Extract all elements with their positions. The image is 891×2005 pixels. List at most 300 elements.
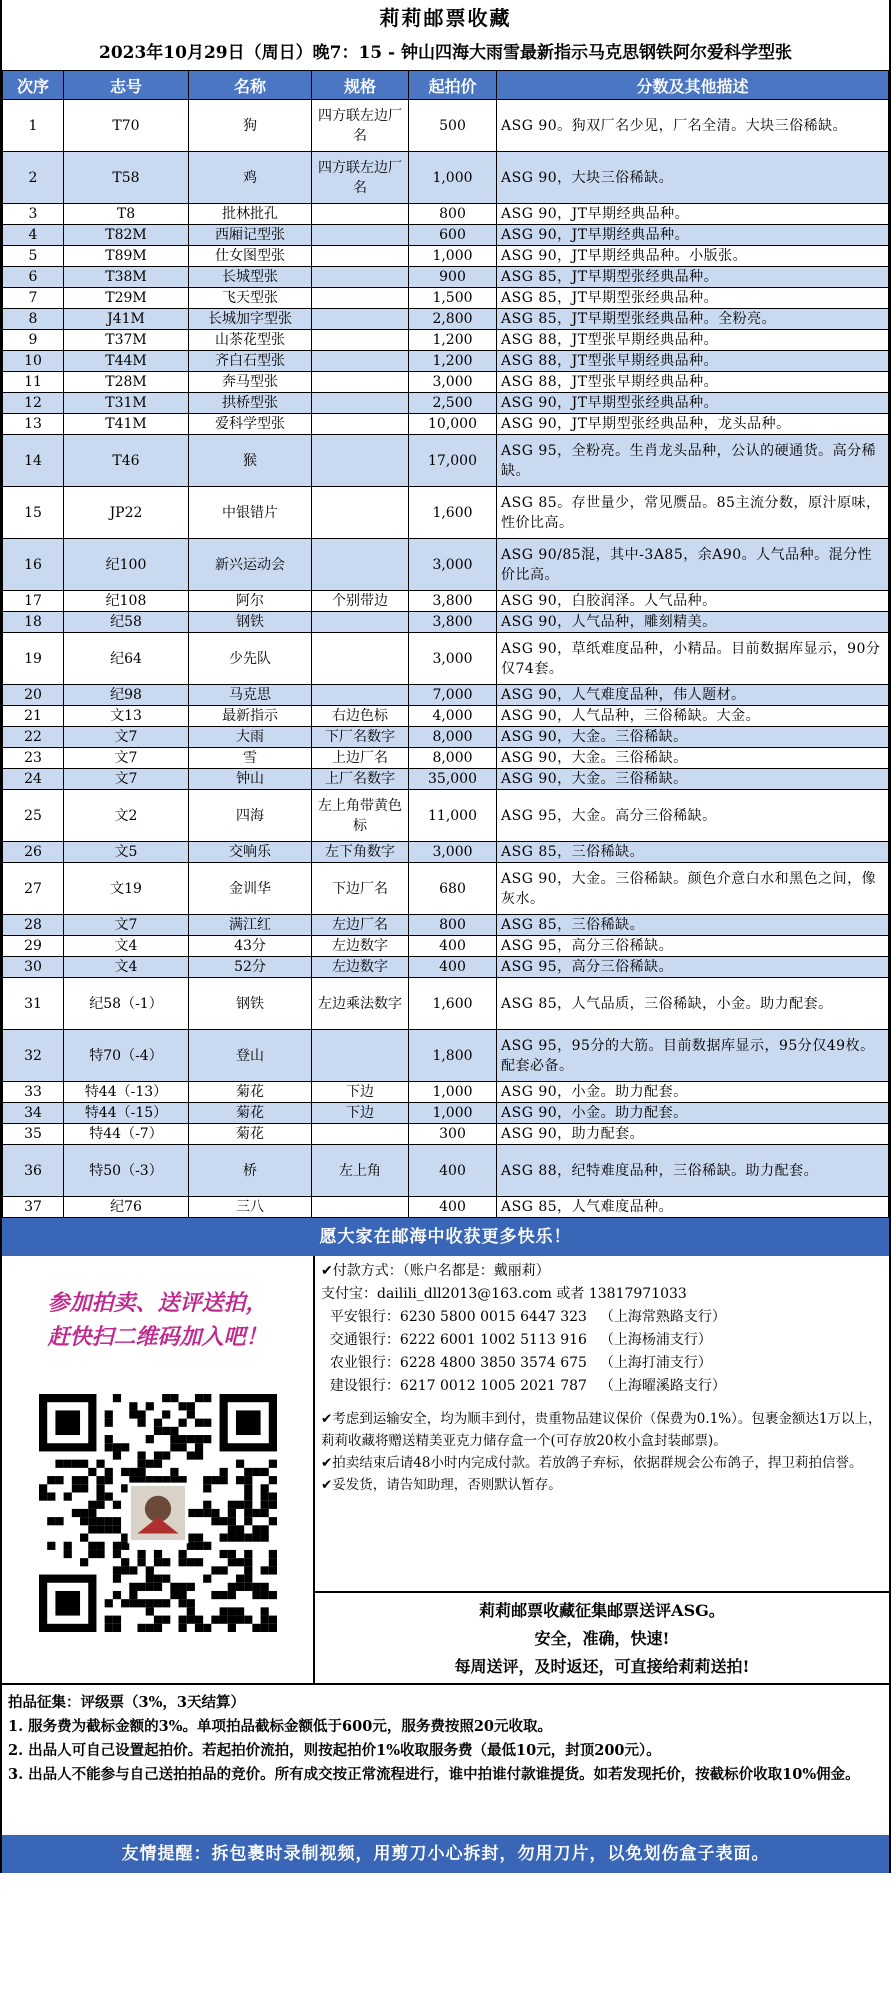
rule-1: 1. 服务费为截标金额的3%。单项拍品截标金额低于600元，服务费按照20元收取。 [8,1718,552,1735]
lot-code: T89M [64,246,189,267]
col-header-no: 次序 [3,71,64,100]
lot-spec [312,685,409,706]
lot-name: 山茶花型张 [189,330,312,351]
lot-name: 四海 [189,790,312,842]
lot-spec [312,612,409,633]
table-row [3,727,889,748]
lot-name: 桥 [189,1145,312,1197]
lot-name: 鸡 [189,152,312,204]
lot-number: 6 [3,267,64,288]
lot-spec [312,1030,409,1082]
lot-start-price: 2,800 [409,309,497,330]
lot-description: ASG 88，JT型张早期经典品种。 [497,372,889,393]
lot-name: 新兴运动会 [189,539,312,591]
auction-subtitle: 2023年10月29日（周日）晚7：15 - 钟山四海大雨雪最新指示马克思钢铁阿尔爱科学型张 [98,43,792,63]
lot-number: 16 [3,539,64,591]
table-row [3,539,889,591]
info-section [2,1256,889,1685]
lot-spec [312,288,409,309]
lot-number: 13 [3,414,64,435]
lot-code: T41M [64,414,189,435]
lot-start-price: 1,600 [409,487,497,539]
table-row [3,1197,889,1218]
lot-number: 28 [3,915,64,936]
lot-start-price: 3,000 [409,842,497,863]
lot-start-price: 300 [409,1124,497,1145]
lot-spec: 下边厂名 [312,863,409,915]
consignment-line-3: 每周送评，及时返还，可直接给莉莉送拍! [454,1657,750,1676]
table-row [3,414,889,435]
table-row [3,393,889,414]
lot-start-price: 1,200 [409,330,497,351]
lot-name: 批林批孔 [189,204,312,225]
lot-description: ASG 90，助力配套。 [497,1124,889,1145]
lot-number: 4 [3,225,64,246]
lot-number: 36 [3,1145,64,1197]
lot-description: ASG 95，95分的大筋。目前数据库显示，95分仅49枚。配套必备。 [497,1030,889,1082]
lot-spec [312,539,409,591]
lot-description: ASG 88，纪特难度品种，三俗稀缺。助力配套。 [497,1145,889,1197]
lot-code: 文7 [64,769,189,790]
table-row [3,612,889,633]
lot-name: 满江红 [189,915,312,936]
lot-code: 特50（-3） [64,1145,189,1197]
table-row [3,1030,889,1082]
lot-spec [312,225,409,246]
lot-number: 19 [3,633,64,685]
lot-start-price: 1,000 [409,1103,497,1124]
lot-spec: 左下角数字 [312,842,409,863]
lot-code: T8 [64,204,189,225]
lot-description: ASG 90，JT早期型张经典品种，龙头品种。 [497,414,889,435]
lot-start-price: 3,800 [409,612,497,633]
lot-name: 飞天型张 [189,288,312,309]
lot-code: T82M [64,225,189,246]
lot-name: 交响乐 [189,842,312,863]
lot-start-price: 1,500 [409,288,497,309]
lot-start-price: 1,000 [409,246,497,267]
lot-code: 文4 [64,936,189,957]
lot-number: 10 [3,351,64,372]
payment-title: ✔付款方式：（账户名都是：戴丽莉） [321,1263,550,1279]
rule-2: 2. 出品人可自己设置起拍价。若起拍价流拍，则按起拍价1%收取服务费（最低10元，封顶200元）。 [8,1742,661,1759]
lot-name: 最新指示 [189,706,312,727]
lot-start-price: 17,000 [409,435,497,487]
table-row [3,100,889,152]
lot-number: 12 [3,393,64,414]
lot-number: 7 [3,288,64,309]
table-row [3,1145,889,1197]
lot-description: ASG 90，大金。三俗稀缺。 [497,748,889,769]
lot-description: ASG 90，人气品种，三俗稀缺。大金。 [497,706,889,727]
lot-spec: 左上角带黄色标 [312,790,409,842]
promo-panel [2,1256,315,1683]
table-row [3,435,889,487]
bank-account: 6228 4800 3850 3574 675 [399,1355,587,1371]
lot-start-price: 1,000 [409,1082,497,1103]
bank-branch: （上海曜溪路支行） [599,1378,726,1394]
lot-number: 20 [3,685,64,706]
table-row [3,842,889,863]
lot-description: ASG 90，大金。三俗稀缺。 [497,769,889,790]
table-row [3,330,889,351]
table-row [3,372,889,393]
note-shipping: ✔考虑到运输安全，均为顺丰到付，贵重物品建议保价（保费为0.1%）。包裹金额达1万以上，莉莉收藏将赠送精美亚克力储存盒一个(可存放20枚小盒封装邮票)。 [321,1411,882,1449]
lot-number: 2 [3,152,64,204]
lot-code: 纪58 [64,612,189,633]
bank-account: 6217 0012 1005 2021 787 [399,1378,587,1394]
lot-code: 文7 [64,727,189,748]
lot-start-price: 900 [409,267,497,288]
greeting-banner: 愿大家在邮海中收获更多快乐！ [2,1218,889,1256]
table-row [3,1082,889,1103]
shipping-notes [315,1402,889,1591]
table-row [3,267,889,288]
bank-branch: （上海杨浦支行） [599,1332,712,1348]
rules-heading: 拍品征集：评级票（3%，3天结算） [8,1694,245,1711]
lot-description: ASG 90，JT早期经典品种。小版张。 [497,246,889,267]
qr-code-icon[interactable] [39,1394,277,1632]
lot-spec [312,330,409,351]
lot-name: 阿尔 [189,591,312,612]
lot-number: 9 [3,330,64,351]
lot-description: ASG 90，小金。助力配套。 [497,1082,889,1103]
table-row [3,246,889,267]
promo-line-1: 参加拍卖、送评送拍， [47,1290,268,1316]
lot-name: 钟山 [189,769,312,790]
lot-description: ASG 90，人气难度品种，伟人题材。 [497,685,889,706]
lot-name: 奔马型张 [189,372,312,393]
lot-start-price: 600 [409,225,497,246]
lot-description: ASG 85，人气品质，三俗稀缺，小金。助力配套。 [497,978,889,1030]
lot-code: T44M [64,351,189,372]
lot-description: ASG 90，白胶润泽。人气品种。 [497,591,889,612]
lot-number: 8 [3,309,64,330]
lot-spec [312,414,409,435]
lot-spec [312,633,409,685]
lot-code: 文2 [64,790,189,842]
lot-name: 菊花 [189,1082,312,1103]
lot-name: 西厢记型张 [189,225,312,246]
lot-code: 文7 [64,915,189,936]
lot-code: 纪76 [64,1197,189,1218]
lot-number: 33 [3,1082,64,1103]
lot-code: 文13 [64,706,189,727]
lot-code: 纪100 [64,539,189,591]
lot-start-price: 8,000 [409,748,497,769]
lot-spec: 下边 [312,1103,409,1124]
bank-branch: （上海打浦支行） [599,1355,712,1371]
lot-number: 24 [3,769,64,790]
lot-description: ASG 85，JT早期型张经典品种。 [497,288,889,309]
lot-spec [312,204,409,225]
lot-number: 5 [3,246,64,267]
note-delivery: ✔妥发货，请告知助理，否则默认暂存。 [321,1477,562,1493]
lot-table-body [3,100,889,1218]
bank-name: 建设银行： [329,1378,400,1394]
lot-spec: 下厂名数字 [312,727,409,748]
col-header-price: 起拍价 [409,71,497,100]
lot-description: ASG 95，高分三俗稀缺。 [497,957,889,978]
alipay-label: 支付宝： [321,1286,377,1302]
lot-number: 22 [3,727,64,748]
table-row [3,790,889,842]
lot-name: 猴 [189,435,312,487]
lot-code: 特44（-15） [64,1103,189,1124]
lot-name: 52分 [189,957,312,978]
lot-number: 35 [3,1124,64,1145]
bank-account: 6230 5800 0015 6447 323 [399,1309,587,1325]
lot-number: 17 [3,591,64,612]
lot-number: 23 [3,748,64,769]
lot-spec: 四方联左边厂名 [312,100,409,152]
lot-start-price: 1,600 [409,978,497,1030]
table-row [3,204,889,225]
lot-start-price: 400 [409,1197,497,1218]
lot-start-price: 1,800 [409,1030,497,1082]
lot-description: ASG 90。狗双厂名少见，厂名全清。大块三俗稀缺。 [497,100,889,152]
lot-spec: 下边 [312,1082,409,1103]
lot-spec: 左上角 [312,1145,409,1197]
lot-description: ASG 95，大金。高分三俗稀缺。 [497,790,889,842]
lot-number: 21 [3,706,64,727]
lot-start-price: 400 [409,936,497,957]
lot-start-price: 680 [409,863,497,915]
lot-name: 43分 [189,936,312,957]
payment-panel [315,1256,889,1683]
bank-name: 交通银行： [329,1332,400,1348]
lot-spec [312,246,409,267]
lot-description: ASG 90，JT早期经典品种。 [497,204,889,225]
consignment-line-2: 安全，准确，快速! [534,1629,670,1648]
lot-number: 3 [3,204,64,225]
lot-number: 31 [3,978,64,1030]
table-row [3,591,889,612]
table-header-row [3,71,889,100]
promo-slogan [47,1286,267,1354]
lot-number: 18 [3,612,64,633]
lot-name: 菊花 [189,1124,312,1145]
lot-start-price: 8,000 [409,727,497,748]
lot-name: 三八 [189,1197,312,1218]
bank-row [321,1306,883,1329]
lot-code: 文4 [64,957,189,978]
lot-spec: 左边数字 [312,957,409,978]
lot-number: 1 [3,100,64,152]
lot-spec: 个别带边 [312,591,409,612]
lot-code: 纪58（-1） [64,978,189,1030]
table-row [3,288,889,309]
lot-name: 大雨 [189,727,312,748]
lot-start-price: 3,000 [409,372,497,393]
lot-code: T37M [64,330,189,351]
lot-spec: 右边色标 [312,706,409,727]
table-row [3,936,889,957]
footer-reminder: 友情提醒：拆包裹时录制视频，用剪刀小心拆封，勿用刀片，以免划伤盒子表面。 [2,1835,889,1873]
table-row [3,1124,889,1145]
lot-table [2,70,889,1218]
alipay-value: dailili_dll2013@163.com 或者 13817971033 [377,1286,687,1302]
lot-name: 中银错片 [189,487,312,539]
table-row [3,225,889,246]
lot-code: T46 [64,435,189,487]
lot-start-price: 3,800 [409,591,497,612]
lot-spec: 上厂名数字 [312,769,409,790]
lot-description: ASG 90，大金。三俗稀缺。 [497,727,889,748]
lot-spec [312,372,409,393]
lot-description: ASG 90，草纸难度品种，小精品。目前数据库显示，90分仅74套。 [497,633,889,685]
lot-number: 25 [3,790,64,842]
table-row [3,915,889,936]
lot-description: ASG 85，JT早期型张经典品种。 [497,267,889,288]
col-header-desc: 分数及其他描述 [497,71,889,100]
lot-name: 金训华 [189,863,312,915]
lot-spec [312,1197,409,1218]
lot-code: 纪64 [64,633,189,685]
lot-number: 37 [3,1197,64,1218]
table-row [3,1103,889,1124]
lot-number: 30 [3,957,64,978]
bank-row [321,1375,883,1398]
lot-name: 登山 [189,1030,312,1082]
lot-number: 32 [3,1030,64,1082]
lot-start-price: 1,200 [409,351,497,372]
table-row [3,957,889,978]
table-row [3,978,889,1030]
table-row [3,769,889,790]
lot-code: 文5 [64,842,189,863]
lot-name: 马克思 [189,685,312,706]
lot-start-price: 1,000 [409,152,497,204]
table-row [3,152,889,204]
lot-name: 钢铁 [189,612,312,633]
lot-start-price: 10,000 [409,414,497,435]
lot-start-price: 7,000 [409,685,497,706]
bank-row [321,1352,883,1375]
lot-description: ASG 95，高分三俗稀缺。 [497,936,889,957]
lot-number: 15 [3,487,64,539]
lot-description: ASG 85，三俗稀缺。 [497,842,889,863]
bank-account: 6222 6001 1002 5113 916 [399,1332,587,1348]
lot-description: ASG 85，三俗稀缺。 [497,915,889,936]
lot-spec [312,309,409,330]
lot-number: 27 [3,863,64,915]
lot-number: 29 [3,936,64,957]
alipay-row [321,1283,883,1306]
lot-name: 少先队 [189,633,312,685]
lot-code: T31M [64,393,189,414]
table-row [3,309,889,330]
lot-description: ASG 85。存世量少，常见赝品。85主流分数，原汁原味，性价比高。 [497,487,889,539]
lot-description: ASG 90，小金。助力配套。 [497,1103,889,1124]
payment-info [315,1256,889,1402]
promo-line-2: 赶快扫二维码加入吧！ [47,1324,268,1350]
lot-spec [312,435,409,487]
lot-start-price: 800 [409,204,497,225]
lot-start-price: 800 [409,915,497,936]
note-payment-deadline: ✔拍卖结束后请48小时内完成付款。若放鸽子弃标，依据群规会公布鸽子，捍卫莉拍信誉。 [321,1455,863,1471]
page-title: 莉莉邮票收藏 [379,6,512,30]
lot-description: ASG 88，JT型张早期经典品种。 [497,351,889,372]
lot-code: 纪98 [64,685,189,706]
lot-name: 拱桥型张 [189,393,312,414]
lot-name: 狗 [189,100,312,152]
bank-row [321,1329,883,1352]
bank-branch: （上海常熟路支行） [599,1309,726,1325]
lot-description: ASG 90，人气品种，雕刻精美。 [497,612,889,633]
lot-number: 26 [3,842,64,863]
lot-spec: 左边乘法数字 [312,978,409,1030]
lot-code: T38M [64,267,189,288]
lot-code: 特70（-4） [64,1030,189,1082]
lot-description: ASG 90，JT早期型张经典品种。 [497,393,889,414]
lot-code: 文7 [64,748,189,769]
lot-start-price: 400 [409,1145,497,1197]
lot-spec: 四方联左边厂名 [312,152,409,204]
lot-start-price: 3,000 [409,539,497,591]
lot-description: ASG 90，JT早期经典品种。 [497,225,889,246]
lot-code: JP22 [64,487,189,539]
lot-spec [312,351,409,372]
lot-name: 仕女图型张 [189,246,312,267]
lot-name: 长城型张 [189,267,312,288]
lot-spec [312,1124,409,1145]
lot-code: J41M [64,309,189,330]
lot-start-price: 4,000 [409,706,497,727]
lot-description: ASG 85，人气难度品种。 [497,1197,889,1218]
lot-code: 特44（-13） [64,1082,189,1103]
lot-number: 11 [3,372,64,393]
table-row [3,633,889,685]
table-row [3,351,889,372]
table-row [3,685,889,706]
lot-spec: 左边厂名 [312,915,409,936]
lot-code: 特44（-7） [64,1124,189,1145]
lot-spec [312,393,409,414]
lot-description: ASG 90/85混，其中-3A85，余A90。人气品种。混分性价比高。 [497,539,889,591]
lot-description: ASG 95，全粉亮。生肖龙头品种，公认的硬通货。高分稀缺。 [497,435,889,487]
lot-description: ASG 90，大块三俗稀缺。 [497,152,889,204]
table-row [3,706,889,727]
bank-name: 农业银行： [329,1355,400,1371]
lot-name: 雪 [189,748,312,769]
col-header-code: 志号 [64,71,189,100]
lot-spec: 左边数字 [312,936,409,957]
lot-spec [312,267,409,288]
lot-start-price: 400 [409,957,497,978]
lot-spec: 上边厂名 [312,748,409,769]
lot-description: ASG 85，JT早期型张经典品种。全粉亮。 [497,309,889,330]
lot-start-price: 35,000 [409,769,497,790]
consignment-line-1: 莉莉邮票收藏征集邮票送评ASG。 [479,1601,725,1620]
lot-code: T58 [64,152,189,204]
table-row [3,748,889,769]
lot-name: 长城加字型张 [189,309,312,330]
lot-name: 钢铁 [189,978,312,1030]
lot-code: 文19 [64,863,189,915]
lot-description: ASG 90，大金。三俗稀缺。颜色介意白水和黑色之间，像灰水。 [497,863,889,915]
table-row [3,487,889,539]
lot-name: 齐白石型张 [189,351,312,372]
lot-code: T70 [64,100,189,152]
lot-name: 爱科学型张 [189,414,312,435]
lot-start-price: 500 [409,100,497,152]
consignment-box [315,1591,889,1683]
table-row [3,863,889,915]
lot-spec [312,487,409,539]
rule-3: 3. 出品人不能参与自己送拍拍品的竞价。所有成交按正常流程进行，谁中拍谁付款谁提货。如若发现托价，按截标价收取10%佣金。 [8,1766,860,1783]
lot-number: 14 [3,435,64,487]
